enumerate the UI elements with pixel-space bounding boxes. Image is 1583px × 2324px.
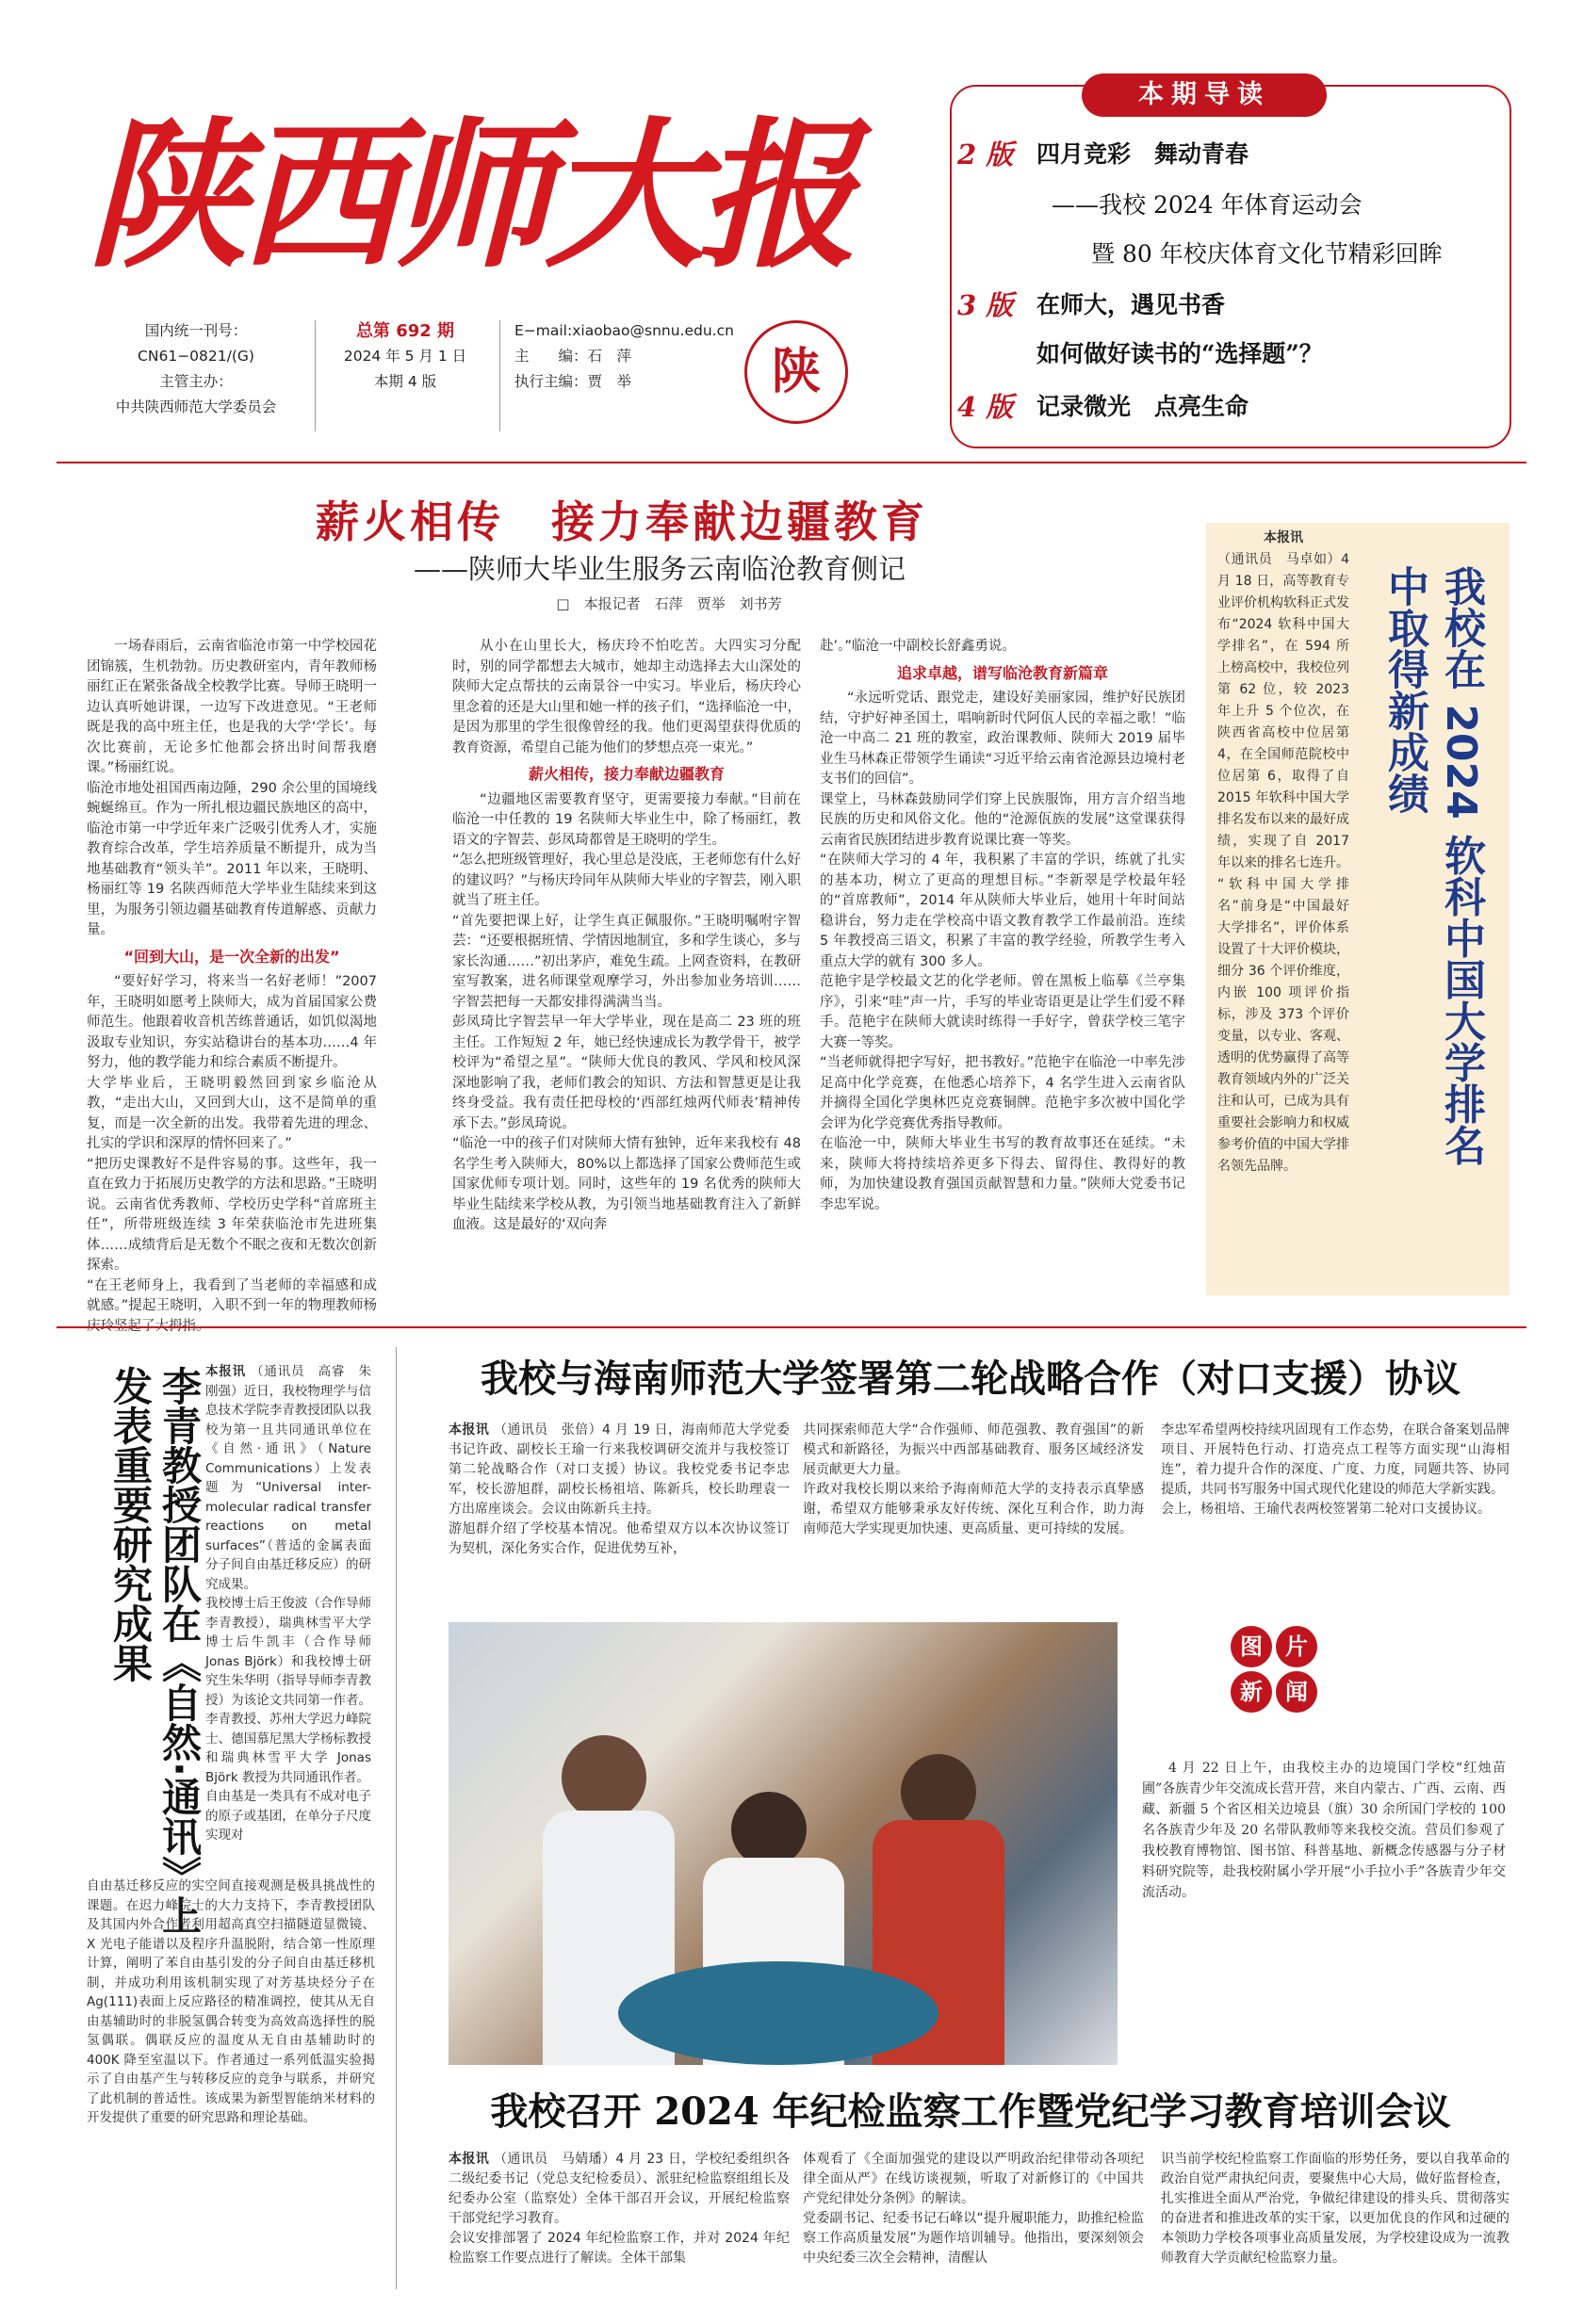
discipline-col1: （通讯员 马婧璠）4 月 23 日，学校纪委组织各二级纪委书记（党总支纪检委员）、派驻纪检监察组组长及纪委办公室（监察处）全体干部召开会议，开展纪检监察干部党纪学习教育。 会议安排部署了 2024 年纪检监察工作，并对 2024 年纪检监察工作要点进行了解读。全体干部集 bbox=[449, 2152, 791, 2266]
ranking-text bbox=[1217, 528, 1349, 1262]
university-seal bbox=[744, 320, 848, 424]
ranking-body: （通讯员 马卓如）4 月 18 日，高等教育专业评价机构软科正式发布“2024 软科中国大学排名”，在 594 所上榜高校中，我校位列第 62 位，较 2023 年上升 5 个位次，在陕西省高校中位居第 4，在全国师范院校中位居第 6，取得了自 2015 年软科中国大学排名发布以来的最好成绩，实现了自 2017 年以来的排名七连升。 “软科中国大学排名”前身是“中国最好大学排名”，评价体系设置了十大评价模块，细分 36 个评价维度，内嵌 100 项评价指标，涉及 373 个评价变量，以专业、客观、透明的优势赢得了高等教育领域内外的广泛关注和认可，已成为具有重要社会影响力和权威参考价值的中国大学排名领先品牌。 bbox=[1217, 552, 1349, 1174]
discipline-column-1 bbox=[449, 2150, 790, 2291]
lead-subhead: ——陕师大毕业生服务云南临沧教育侧记 bbox=[413, 553, 906, 585]
lead-col3b-text: “永远听党话、跟党走，建设好美丽家园，维护好民族团结，守护好神圣国土，唱响新时代阿佤人民的幸福之歌！”临沧一中高二 21 班的教室，政治课教师、陕师大 2019 届毕业生马林森正带领学生诵读“习近平给云南省沧源县边境村老支书们的回信”。 课堂上，马林森鼓励同学们穿上民族服饰，用方言介绍当地民族的历史和风俗文化。他的“沧源佤族的发展”这堂课获得云南省民族团结进步教育说课比赛一等奖。 “在陕师大学习的 4 年，我积累了丰富的学识，练就了扎实的基本功，树立了更高的理想目标。”李新翠是学校最年轻的“首席教师”，2014 年从陕师大毕业后，她用十年时间站稳讲台，努力走在学校高中语文教育教学工作最前沿。连续 5 年教授高三语文，积累了丰富的教学经验，所教学生考入重点大学的就有 300 多人。 范艳宇是学校最文艺的化学老师。曾在黑板上临摹《兰亭集序》，引来“哇”声一片，手写的毕业寄语更是让学生们爱不释手。范艳宇在陕师大就读时练得一手好字，曾获学校三笔字大赛一等奖。 “当老师就得把字写好，把书教好。”范艳宇在临沧一中率先涉足高中化学竞赛，在他悉心培养下，4 名学生进入云南省队并摘得全国化学奥林匹克竞赛铜牌。范艳宇多次被中国化学会评为化学竞赛优秀指导教师。 在临沧一中，陕师大毕业生书写的教育故事还在延续。“未来，陕师大将持续培养更多下得去、留得住、教得好的教师，为加快建设教育强国贡献智慧和力量。”陕师大党委书记李忠军说。 bbox=[820, 691, 1185, 1212]
issn-label: 国内统一刊号： bbox=[144, 322, 248, 339]
nature-body-2: 自由基迁移反应的实空间直接观测是极具挑战性的课题。在迟力峰院士的大力支持下，李青教授团队及其国内外合作者利用超高真空扫描隧道显微镜、X 光电子能谱以及程序升温脱附，结合第一性原理计算，阐明了苯自由基引发的分子间自由基迁移机制，并成功利用该机制实现了对芳基块烃分子在 Ag(111)表面上反应路径的精准调控，使其从无自由基辅助时的非脱氢偶合转变为高效高选择性的脱氢偶联。偶联反应的温度从无自由基辅助时的 400K 降至室温以下。作者通过一系列低温实验揭示了自由基产生与转移反应的竞争与联系，并研究了此机制的普适性。该成果为新型智能纳米材料的开发提供了重要的研究思路和理论基础。 bbox=[87, 1878, 375, 2125]
toc-item-2-line1[interactable]: 四月竞彩 舞动青春 bbox=[1036, 140, 1249, 168]
hainan-col1: （通讯员 张倍）4 月 19 日，海南师范大学党委书记许政、副校长王瑜一行来我校调研交流并与我校签订第二轮战略合作（对口支援）协议。我校党委书记李忠军，校长游旭群，副校长杨祖培、陈新兵，校长助理袁一方出席座谈会。会议由陈新兵主持。 游旭群介绍了学校基本情况。他希望双方以本次协议签订为契机，深化务实合作，促进优势互补， bbox=[449, 1422, 791, 1556]
seal-char: 陕 bbox=[771, 343, 821, 400]
masthead-logo bbox=[87, 102, 897, 300]
lead-col3-subhead: 追求卓越，谱写临沧教育新篇章 bbox=[896, 663, 1108, 682]
nature-lead: 本报讯 bbox=[205, 1364, 246, 1379]
toc-num-3[interactable]: 3 版 bbox=[957, 289, 1014, 321]
toc-item-4-line1[interactable]: 记录微光 点亮生命 bbox=[1036, 393, 1249, 420]
photo-caption bbox=[1142, 1758, 1506, 2059]
hainan-lead: 本报讯 bbox=[449, 1422, 490, 1438]
lead-col2b-text: “边疆地区需要教育坚守，更需要接力奉献。”目前在临沧一中任教的 19 名陕师大毕业生中，除了杨丽红，教语文的字智芸、彭凤琦都曾是王晓明的学生。 “怎么把班级管理好，我心里总是没底，王老师您有什么好的建议吗？”与杨庆玲同年从陕师大毕业的字智芸，刚入职就当了班主任。 “首先要把课上好，让学生真正佩服你。”王晓明嘱咐字智芸：“还要根据班情、学情因地制宜，多和学生谈心，多与家长沟通……”初出茅庐，难免生疏。上网查资料，在教研室写教案，进名师课堂观摩学习，外出参加业务培训……字智芸把每一天都安排得满满当当。 彭凤琦比字智芸早一年大学毕业，现在是高二 23 班的班主任。工作短短 2 年，她已经快速成长为教学骨干，被学校评为“希望之星”。“陕师大优良的教风、学风和校风深深地影响了我，老师们教会的知识、方法和智慧更是让我终身受益。我有责任把母校的‘西部红烛两代师表’精神传承下去。”彭凤琦说。 “临沧一中的孩子们对陕师大情有独钟，近年来我校有 48 名学生考入陕师大，80%以上都选择了国家公费师范生或国家优师专项计划。同时，这些年的 19 名优秀的陕师大毕业生陆续来学校从教，为引领当地基础教育注入了新鲜血液。这是最好的‘双向奔 bbox=[452, 791, 802, 1232]
executive-editor: 执行主编：贾 举 bbox=[514, 373, 632, 390]
email: E−mail:xiaobao@snnu.edu.cn bbox=[514, 322, 734, 339]
photo-news-badge-3: 新 bbox=[1231, 1671, 1272, 1713]
chief-editor: 主 编：石 萍 bbox=[514, 348, 632, 365]
hainan-column-1 bbox=[449, 1421, 790, 1609]
nature-column-2 bbox=[87, 1877, 375, 2291]
toc-item-3-line2[interactable]: 如何做好读书的“选择题”？ bbox=[1036, 340, 1323, 367]
hainan-column-2 bbox=[803, 1421, 1144, 1609]
discipline-lead: 本报讯 bbox=[449, 2152, 490, 2167]
lead-col2-text: 从小在山里长大，杨庆玲不怕吃苦。大四实习分配时，别的同学都想去大城市，她却主动选择去大山深处的陕师大定点帮扶的云南景谷一中实习。毕业后，杨庆玲心里念着的还是大山里和她一样的孩子们，“选择临沧一中，是因为那里的学生很像曾经的我。他们更渴望获得优质的教育资源，希望自己能为他们的梦想点亮一束光。” bbox=[452, 639, 802, 756]
lead-col2-subhead: 薪火相传，接力奉献边疆教育 bbox=[528, 765, 725, 783]
lead-col1-subhead: “回到大山，是一次全新的出发” bbox=[123, 947, 340, 966]
hainan-col2: 共同探索师范大学“合作强师、师范强教、教育强国”的新模式和新路径，为振兴中西部基础教育、服务区域经济发展贡献更大力量。 许政对我校长期以来给予海南师范大学的支持表示真挚感谢，希望双方能够秉承友好传统、深化互利合作，助力海南师范大学实现更加快速、更高质量、更可持续的发展。 bbox=[803, 1422, 1144, 1536]
nature-column-1 bbox=[205, 1362, 371, 1871]
discipline-column-2 bbox=[803, 2150, 1144, 2291]
issue-number: 总第 692 期 bbox=[355, 321, 455, 341]
toc-banner: 本期导读 bbox=[1082, 73, 1327, 117]
masthead-title: 陕西师大报 bbox=[87, 102, 851, 290]
photo-news-badge-1: 图 bbox=[1231, 1626, 1272, 1667]
discipline-headline: 我校召开 2024 年纪检监察工作暨党纪学习教育培训会议 bbox=[490, 2089, 1451, 2134]
toc-num-4[interactable]: 4 版 bbox=[957, 391, 1014, 423]
ranking-lead: 本报讯 bbox=[1264, 530, 1303, 545]
hainan-column-3 bbox=[1161, 1421, 1510, 1609]
news-photo bbox=[449, 1622, 1118, 2065]
lead-column-2 bbox=[452, 637, 801, 1315]
hainan-headline: 我校与海南师范大学签署第二轮战略合作（对口支援）协议 bbox=[481, 1357, 1461, 1401]
sponsor-label: 主管主办： bbox=[159, 373, 233, 390]
discipline-column-3 bbox=[1161, 2150, 1510, 2291]
lead-col1b-text: “要好好学习，将来当一名好老师！”2007 年，王晓明如愿考上陕师大，成为首届国家公费师范生。他跟着收音机苦练普通话，如饥似渴地汲取专业知识，夯实站稳讲台的基本功……4 年努力，他的教学能力和综合素质不断提升。 大学毕业后，王晓明毅然回到家乡临沧从教，“走出大山，又回到大山，这不是简单的重复，而是一次全新的出发。我带着先进的理念、扎实的学识和深厚的情怀回来了。” “把历史课教好不是件容易的事。这些年，我一直在致力于拓展历史教学的方法和思路。”王晓明说。云南省优秀教师、学校历史学科“首席班主任”，所带班级连续 3 年荣获临沧市先进班集体……成绩背后是无数个不眠之夜和无数次创新探索。 “在王老师身上，我看到了当老师的幸福感和成就感。”提起王晓明，入职不到一年的物理教师杨 bbox=[87, 974, 377, 1313]
issn: CN61−0821/(G) bbox=[138, 348, 254, 365]
ranking-headline: 我校在 2024 软科中国大学排名中取得新成绩 bbox=[1380, 565, 1485, 1166]
discipline-col2: 体观看了《全面加强党的建设以严明政治纪律带动各项纪律全面从严》在线访谈视频，听取了对新修订的《中国共产党纪律处分条例》的解读。 党委副书记、纪委书记石峰以“提升履职能力，助推纪检监察工作高质量发展”为题作培训辅导。他指出，要深刻领会中央纪委三次全会精神，清醒认 bbox=[803, 2152, 1144, 2266]
photo-caption-text: 4 月 22 日上午，由我校主办的边境国门学校“红烛苗圃”各族青少年交流成长营开营，来自内蒙古、广西、云南、西藏、新疆 5 个省区相关边境县（旗）30 余所国门学校的 100 名各族青少年及 20 名带队教师等来我校交流。营员们参观了我校教育博物馆、图书馆、科普基地、新概念传感器与分子材料研究院等，赴我校附属小学开展“小手拉小手”各族青少年交流活动。 bbox=[1142, 1761, 1506, 1900]
hainan-col3: 李忠军希望两校持续巩固现有工作态势，在联合备案划品牌项目、开展特色行动、打造亮点工程等方面实现“山海相连”，着力提升合作的深度、广度、力度，同题共答、协同提质，共同书写服务中国式现代化建设的师范大学新实践。 会上，杨祖培、王瑜代表两校签署第二轮对口支援协议。 bbox=[1161, 1422, 1510, 1517]
nature-body-1: （通讯员 高睿 朱刚强）近日，我校物理学与信息技术学院李青教授团队以我校为第一且共同通讯单位在《自然·通讯》（Nature Communications）上发表题为“Universal inter-molecular radical transfer reactions on metal surfaces”（普适的金属表面分子间自由基迁移反应）的研究成果。 我校博士后王俊波（合作导师李青教授），瑞典林雪平大学博士后牛凯丰（合作导师 Jonas Björk）和我校博士研究生朱华明（指导导师李青教授）为该论文共同第一作者。李青教授、苏州大学迟力峰院士、德国慕尼黑大学杨标教授和瑞典林雪平大学 Jonas Björk 教授为共同通讯作者。 自由基是一类具有不成对电子的原子或基团，在单分子尺度实现对 bbox=[205, 1364, 372, 1843]
toc-item-2-line2[interactable]: ——我校 2024 年体育运动会 bbox=[1052, 191, 1363, 219]
issue-date: 2024 年 5 月 1 日 bbox=[343, 348, 467, 365]
toc-item-2-line3[interactable]: 暨 80 年校庆体育文化节精彩回眸 bbox=[1091, 240, 1443, 268]
issue-pages: 本期 4 版 bbox=[373, 373, 437, 390]
toc-item-3-line1[interactable]: 在师大，遇见书香 bbox=[1036, 291, 1226, 318]
lead-column-1 bbox=[87, 637, 377, 1315]
photo-news-badge-4: 闻 bbox=[1276, 1671, 1317, 1713]
issue-info bbox=[320, 318, 490, 431]
lead-col3-text: 赴’。”临沧一中副校长舒鑫勇说。 bbox=[820, 639, 1016, 654]
sponsor: 中共陕西师范大学委员会 bbox=[115, 398, 277, 415]
discipline-col3: 识当前学校纪检监察工作面临的形势任务，要以自我革命的政治自觉严肃执纪问责，要聚焦中心大局，做好监督检查，扎实推进全面从严治党，争做纪律建设的排头兵、贯彻落实的奋进者和推进改革的实干家，以更加优良的作风和过硬的本领助力学校各项事业高质量发展，为学校建设成为一流教师教育大学贡献纪检监察力量。 bbox=[1161, 2152, 1510, 2266]
publication-info bbox=[87, 318, 305, 431]
lead-column-3 bbox=[820, 637, 1185, 1315]
editor-info bbox=[514, 318, 734, 431]
lead-col1-text: 一场春雨后，云南省临沧市第一中学校园花团锦簇，生机勃勃。历史教研室内，青年教师杨丽红正在紧张备战全校教学比赛。导师王晓明一边认真听她讲课，一边写下改进意见。“王老师既是我的高中班主任，也是我的大学‘学长’。每次比赛前，无论多忙他都会挤出时间帮我磨课。”杨丽红说。 临沧市地处祖国西南边陲，290 余公里的国境线蜿蜒绵亘。作为一所扎根边疆民族地区的高中，临沧市第一中学近年来广泛吸引优秀人才，实施教育综合改革，学生培养质量不断提升，成为当地基础教育“领头羊”。2011 年以来，王晓明、杨丽红等 19 名陕西师范大学毕业生陆续来到这里，为服务引领边疆基础教育传道解惑、贡献力量。 bbox=[87, 639, 377, 937]
lead-headline: 薪火相传 接力奉献边疆教育 bbox=[316, 496, 928, 547]
lead-byline: □ 本报记者 石萍 贾举 刘书芳 bbox=[556, 595, 782, 612]
nature-headline: 李青教授团队在《自然·通讯》上发表重要研究成果 bbox=[107, 1366, 203, 1935]
photo-news-badge-2: 片 bbox=[1276, 1626, 1317, 1667]
toc-num-2[interactable]: 2 版 bbox=[957, 138, 1014, 171]
